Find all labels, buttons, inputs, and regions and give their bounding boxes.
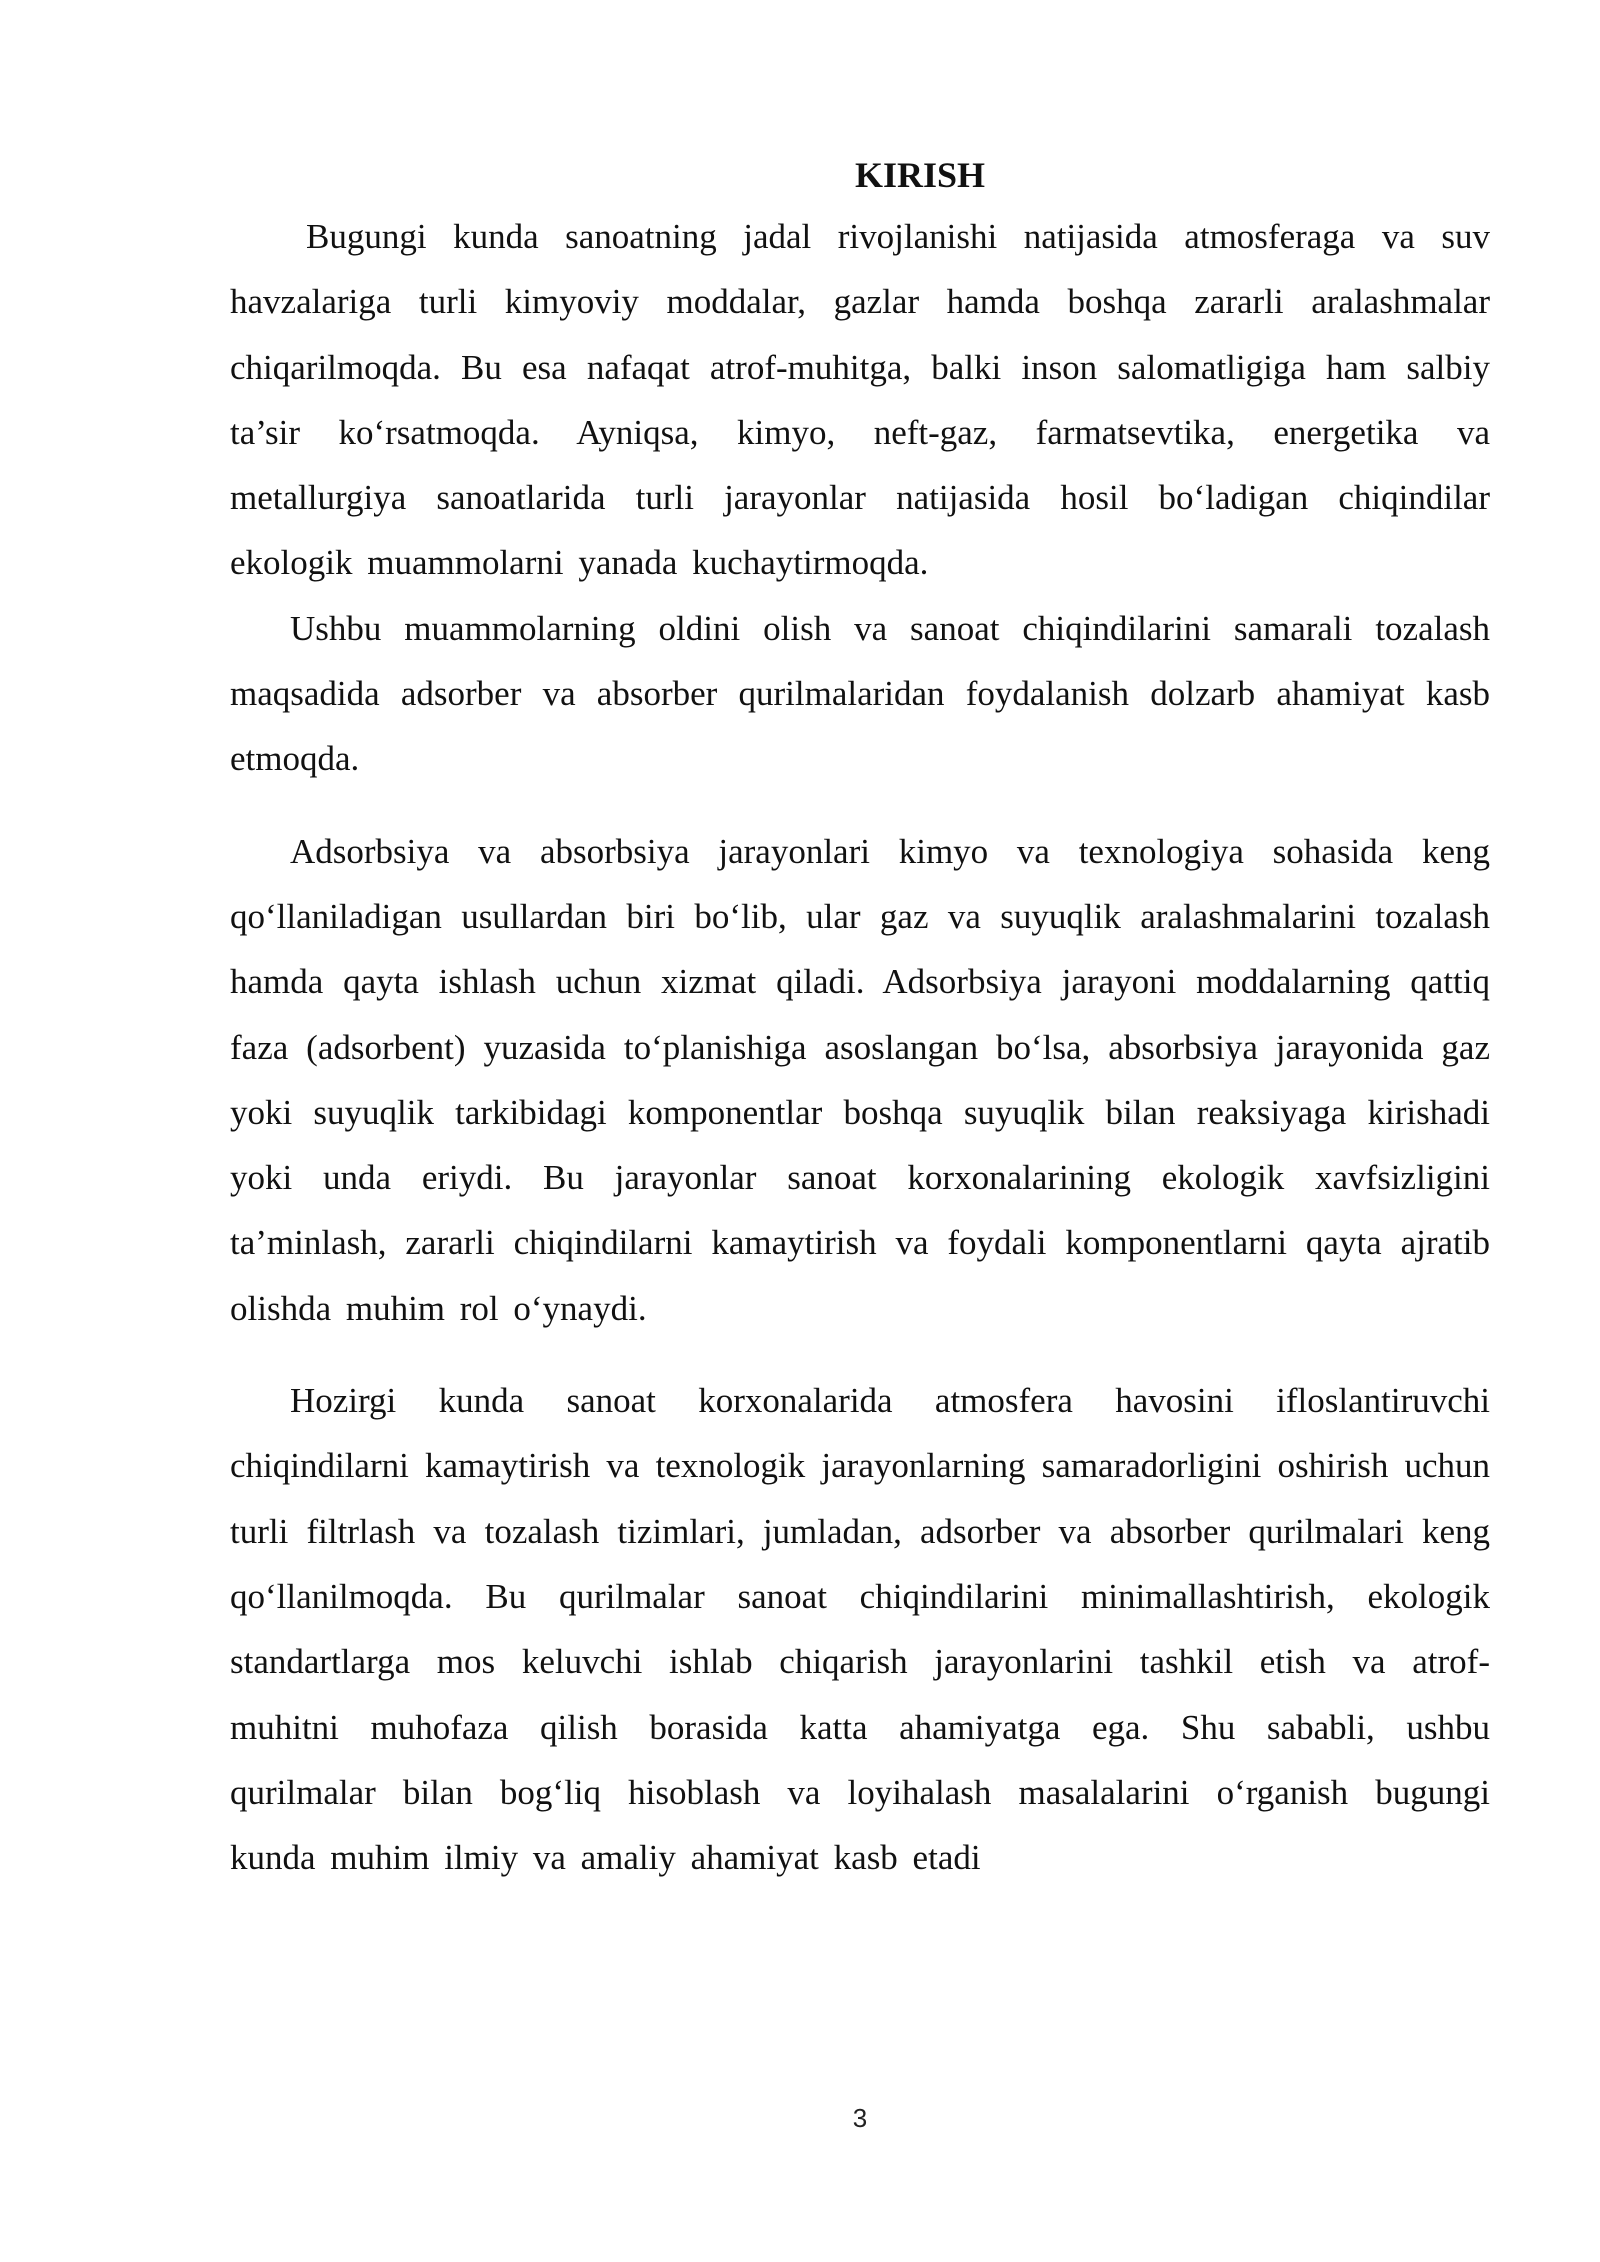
paragraph-current-state: Hozirgi kunda sanoat korxonalarida atmosfera havosini ifloslantiruvchi chiqindilarni kamaytirish va texnologik jarayonlarning samaradorligini oshirish uchun turli filtrlash va tozalash tizimlari, jumladan, adsorber va absorber qurilmalari keng qo‘llanilmoqda. Bu qurilmalar sanoat chiqindilarini minimallashtirish, ekologik standartlarga mos keluvchi ishlab chiqarish jarayonlarini tashkil etish va atrof-muhitni muhofaza qilish borasida katta ahamiyatga ega. Shu sababli, ushbu qurilmalar bilan bog‘liq hisoblash va loyihalash masalalarini o‘rganish bugungi kunda muhim ilmiy va amaliy ahamiyat kasb etadi <box>230 1381 1490 1878</box>
page-number: 3 <box>852 2103 868 2133</box>
document-page <box>230 150 1490 1890</box>
page-title: KIRISH <box>854 155 986 195</box>
paragraph-processes: Adsorbsiya va absorbsiya jarayonlari kimyo va texnologiya sohasida keng qo‘llaniladigan usullardan biri bo‘lib, ular gaz va suyuqlik aralashmalarini tozalash hamda qayta ishlash uchun xizmat qiladi. Adsorbsiya jarayoni moddalarning qattiq faza (adsorbent) yuzasida to‘planishiga asoslangan bo‘lsa, absorbsiya jarayonida gaz yoki suyuqlik tarkibidagi komponentlar boshqa suyuqlik bilan reaksiyaga kirishadi yoki unda eriydi. Bu jarayonlar sanoat korxonalarining ekologik xavfsizligini ta’minlash, zararli chiqindilarni kamaytirish va foydali komponentlarni qayta ajratib olishda muhim rol o‘ynaydi. <box>230 831 1490 1328</box>
paragraph-problem: Ushbu muammolarning oldini olish va sanoat chiqindilarini samarali tozalash maqsadida adsorber va absorber qurilmalaridan foydalanish dolzarb ahamiyat kasb etmoqda. <box>230 608 1490 779</box>
paragraph-intro: Bugungi kunda sanoatning jadal rivojlanishi natijasida atmosferaga va suv havzalariga turli kimyoviy moddalar, gazlar hamda boshqa zararli aralashmalar chiqarilmoqda. Bu esa nafaqat atrof-muhitga, balki inson salomatligiga ham salbiy ta’sir ko‘rsatmoqda. Ayniqsa, kimyo, neft-gaz, farmatsevtika, energetika va metallurgiya sanoatlarida turli jarayonlar natijasida hosil bo‘ladigan chiqindilar ekologik muammolarni yanada kuchaytirmoqda. <box>230 217 1490 583</box>
